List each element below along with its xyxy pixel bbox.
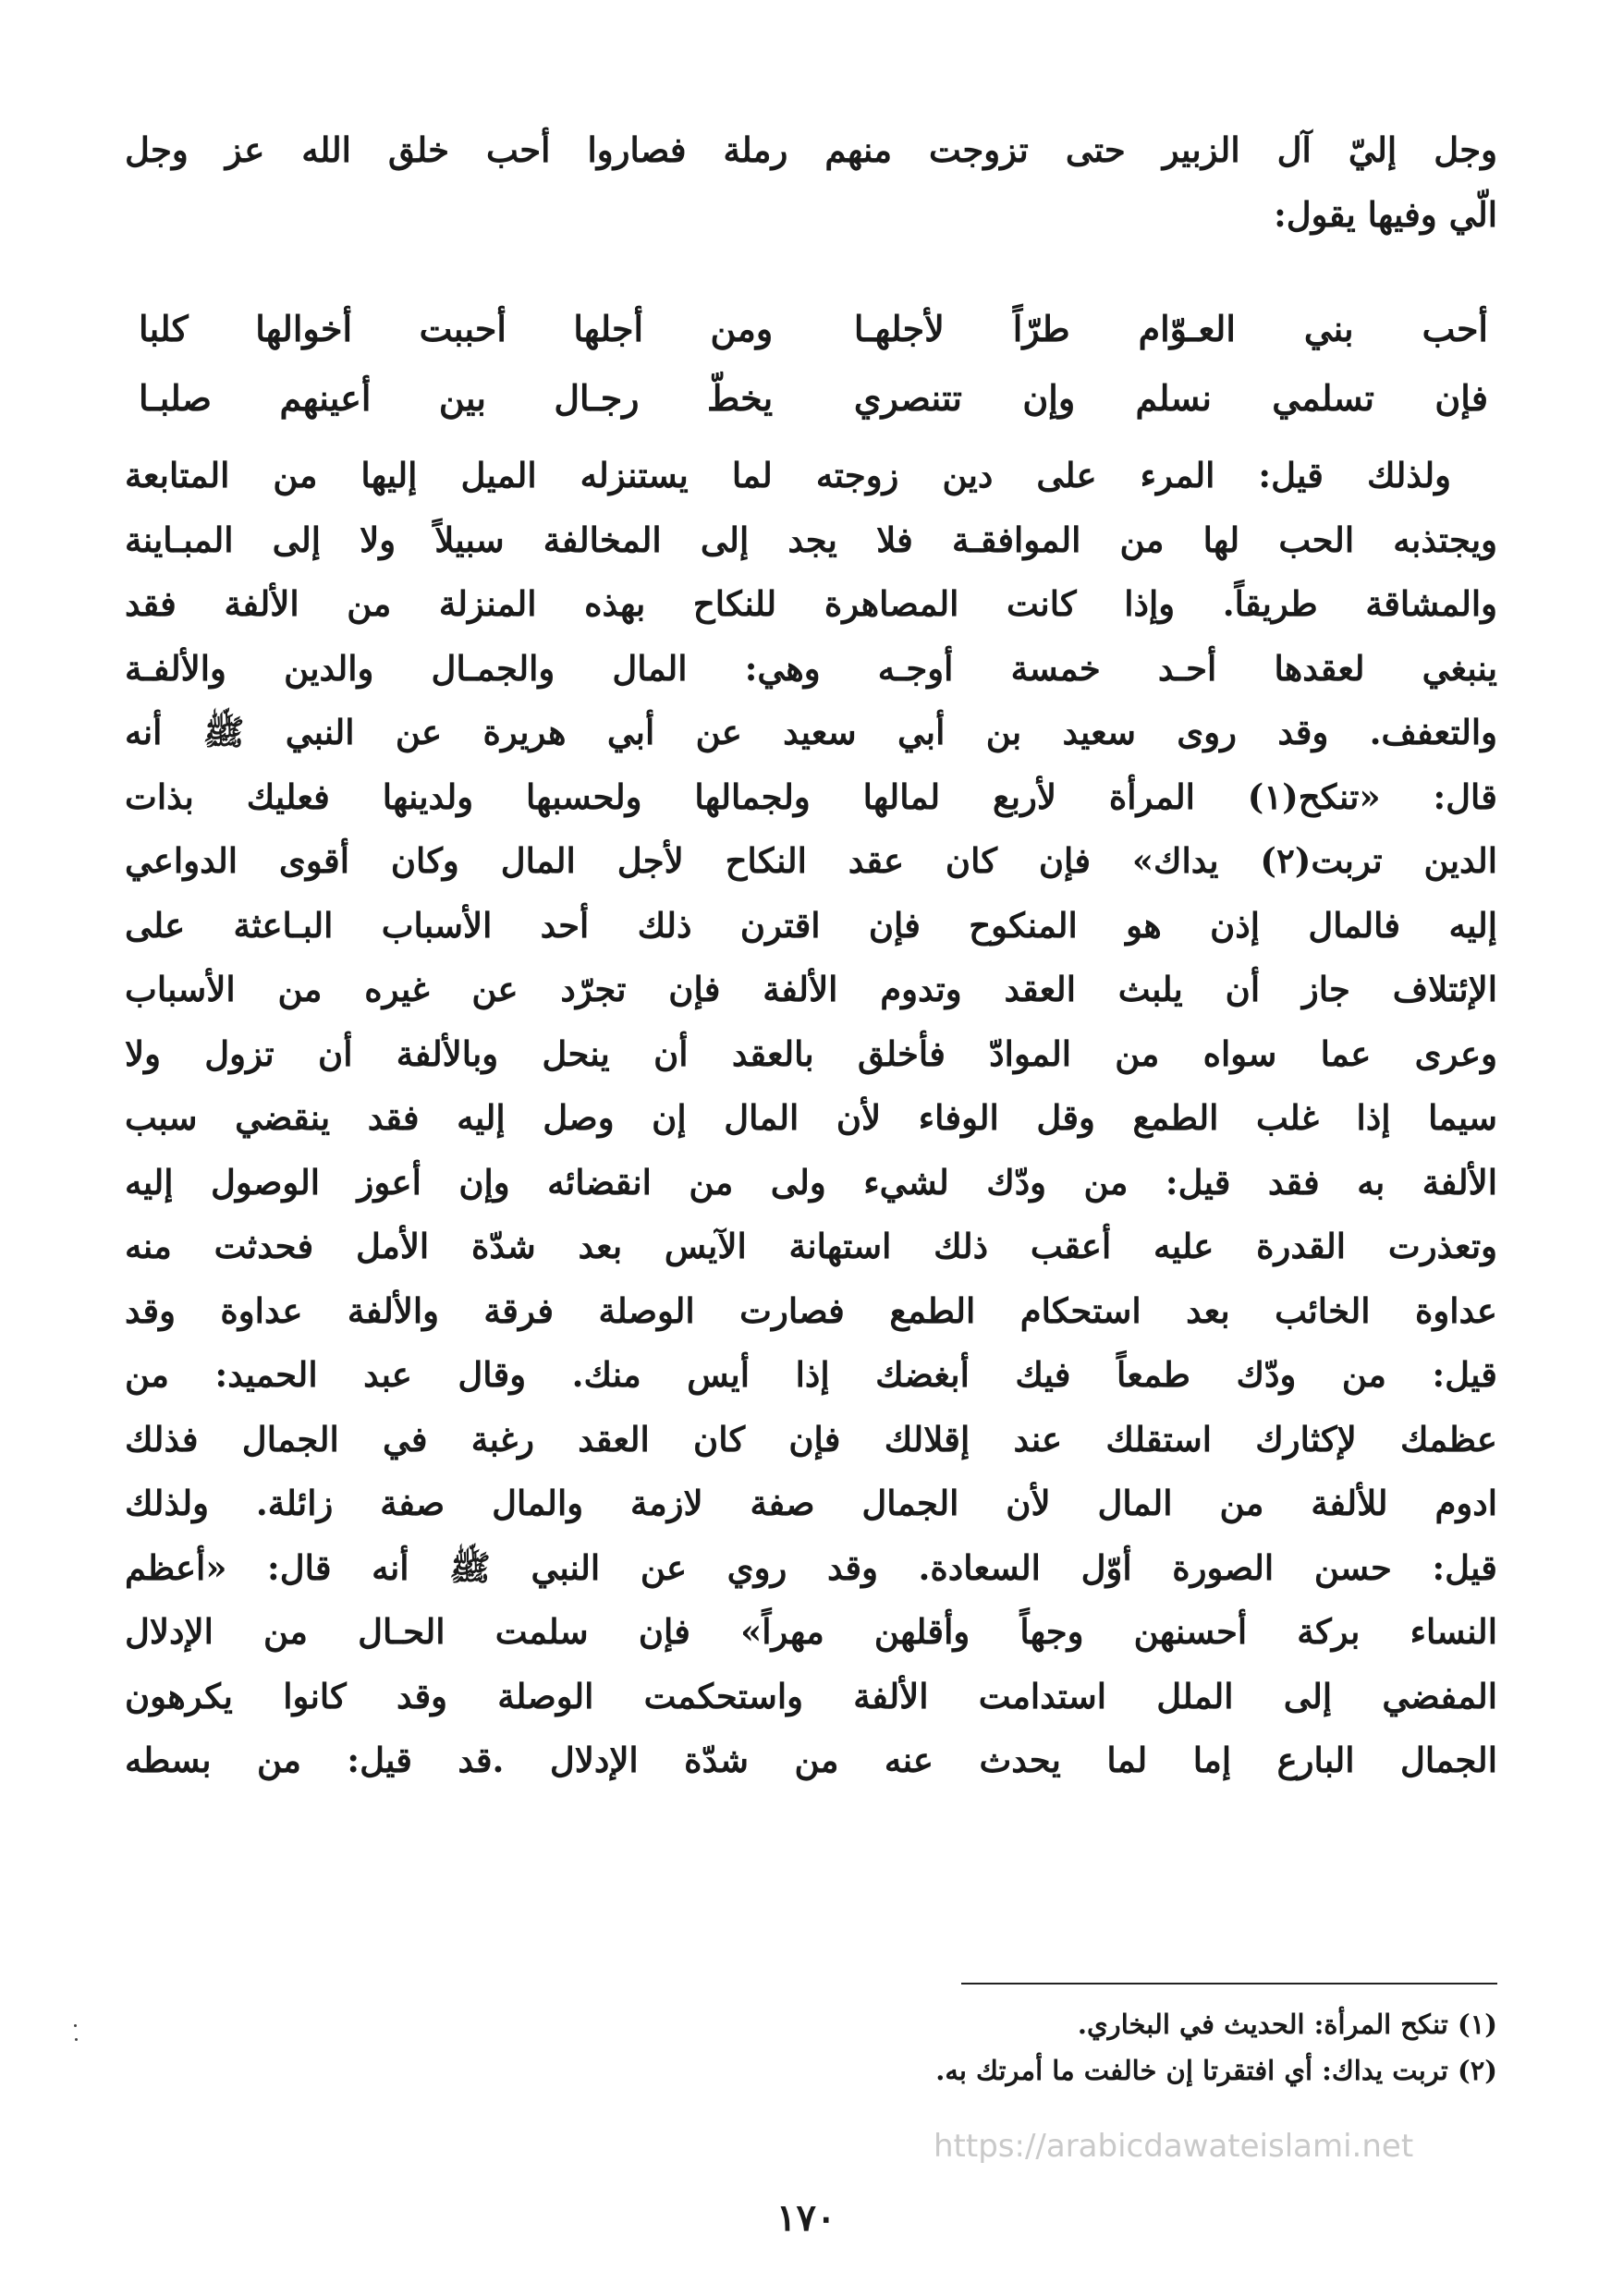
footnotes [125,2001,1497,2094]
text-line: والمشاقة طريقاً. وإذا كانت المصاهرة للنكاح بهذه المنزلة من الألفة فقد [125,583,1497,624]
poem-hemistich-right: أحب بني العـوّام طرّاً لأجلهـا [853,308,1488,349]
text-line: النساء بركة أحسنهن وجهاً وأقلهن مهراً» فإن سلمت الحـال من الإدلال [125,1611,1497,1652]
text-line: ادوم للألفة من المال لأن الجمال صفة لازمة والمال صفة زائلة. ولذلك [125,1483,1497,1523]
text-line: وعرى عما سواه من الموادّ فأخلق بالعقد أن ينحل وبالألفة أن تزول ولا [125,1032,1497,1074]
text-line: الجمال البارع إما لما يحدث عنه من شدّة الإدلال .قد قيل: من بسطه [125,1740,1497,1780]
text-line: الدين تربت(٢) يداك» فإن كان عقد النكاح لأجل المال وكان أقوى الدواعي [125,840,1497,881]
text-line: ويجتذبه الحب لها من الموافقـة فلا يجد إلى المخالفة سبيلاً ولا إلى المبـاينة [125,519,1497,560]
poem-verse [139,363,1488,433]
text-line: قيل: حسن الصورة أوّل السعادة. وقد روي عن النبي ﷺ أنه قال: «أعظم [125,1546,1497,1588]
footnote-divider [961,1983,1497,1985]
footnote: (٢) تربت يداك: أي افتقرتا إن خالفت ما أمرتك به. [935,2055,1497,2086]
body-paragraph [125,444,1497,1793]
footnote: (١) تنكح المرأة: الحديث في البخاري. [1077,2009,1497,2040]
text-line: عداوة الخائب بعد استحكام الطمع فصارت الوصلة فرقة والألفة عداوة وقد [125,1289,1497,1331]
scan-speck [74,2024,77,2027]
text-line: وجل إليّ آل الزبير حتى تزوجت منهم رملة فصاروا أحب خلق الله عز وجل [125,129,1497,170]
poem [139,294,1488,433]
scan-speck [75,2038,78,2041]
poem-hemistich-left: ومن أجلها أحببت أخوالها كلبا [139,308,774,349]
text-line: المفضي إلى الملل استدامت الألفة واستحكمت الوصلة وقد كانوا يكرهون [125,1675,1497,1716]
text-line: والتعفف. وقد روى سعيد بن أبي سعيد عن أبي هريرة عن النبي ﷺ أنه [125,712,1497,752]
text-line: الّي وفيها يقول: [1274,193,1497,235]
text-line: وتعذرت القدرة عليه أعقب ذلك استهانة الآيس بعد شدّة الأمل فحدثت منه [125,1226,1497,1266]
intro-paragraph [125,118,1497,247]
text-line: قيل: من ودّك طمعاً فيك أبغضك إذا أيس منك. وقال عبد الحميد: من [125,1354,1497,1395]
text-line: إليه فالمال إذن هو المنكوح فإن اقترن ذلك أحد الأسباب البـاعثة على [125,904,1497,946]
text-line: ينبغي لعقدها أحـد خمسة أوجـه وهي: المال والجمـال والدين والألفـة [125,647,1497,689]
text-line: الألفة به فقد قيل: من ودّك لشيء ولى من انقضائه وإن أعوز الوصول إليه [125,1161,1497,1203]
page-number: ١٧٠ [776,2196,836,2240]
text-line: سيما إذا غلب الطمع وقل الوفاء لأن المال إن وصل إليه فقد ينقضي سبب [125,1097,1497,1138]
text-line: قال: «تنكح(١) المرأة لأربع لمالها ولجمالها ولحسبها ولدينها فعليك بذات [125,776,1497,817]
watermark-url: https://arabicdawateislami.net [934,2128,1414,2165]
text-line: عظمك لإكثارك استقلك عند إقلالك فإن كان العقد رغبة في الجمال فذلك [125,1418,1497,1459]
poem-hemistich-right: فإن تسلمي نسلم وإن تتنصري [853,377,1488,419]
text-line: الإئتلاف جاز أن يلبث العقد وتدوم الألفة فإن تجرّد عن غيره من الأسباب [125,969,1497,1009]
text-line: ولذلك قيل: المرء على دين زوجته لما يستنزله الميل إليها من المتابعة [125,455,1451,495]
poem-verse [139,294,1488,363]
poem-hemistich-left: يخطّ رجـال بين أعينهم صلبـا [139,377,774,419]
